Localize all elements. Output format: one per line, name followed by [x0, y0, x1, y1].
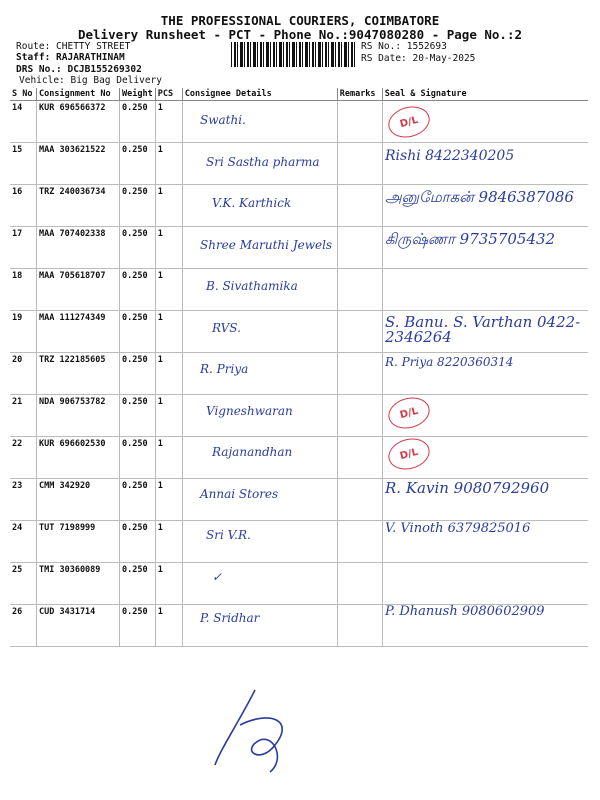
row-consignment-no: TRZ 122185605 [37, 353, 120, 395]
row-pcs: 1 [155, 269, 182, 311]
row-weight: 0.250 [120, 437, 156, 479]
row-sno: 21 [10, 395, 37, 437]
row-consignee-cell [182, 563, 337, 605]
vehicle-label: Vehicle: Big Bag Delivery [19, 75, 162, 86]
row-pcs: 1 [155, 605, 182, 647]
row-remarks-cell [337, 269, 382, 311]
row-consignment-no: CMM 342920 [37, 479, 120, 521]
row-sno: 26 [10, 605, 37, 647]
row-remarks-cell [337, 353, 382, 395]
row-sno: 19 [10, 311, 37, 353]
signature-handwriting: Rishi 8422340205 [385, 147, 515, 164]
row-sno: 14 [10, 101, 37, 143]
col-sno: S No [10, 88, 37, 101]
row-consignment-no: TUT 7198999 [37, 521, 120, 563]
runsheet-subtitle: Delivery Runsheet - PCT - Phone No.:9047080280 - Page No.:2 [77, 27, 522, 42]
row-consignment-no: NDA 906753782 [37, 395, 120, 437]
consignee-handwriting: ✓ [212, 569, 223, 584]
row-weight: 0.250 [120, 395, 156, 437]
signature-handwriting: R. Kavin 9080792960 [385, 478, 550, 497]
row-remarks-cell [337, 311, 382, 353]
col-pcs: PCS [155, 88, 182, 101]
col-weight: Weight [120, 88, 156, 101]
consignee-handwriting: Rajanandhan [212, 445, 293, 459]
row-consignment-no: TMI 30360089 [37, 563, 120, 605]
row-weight: 0.250 [120, 353, 156, 395]
row-consignment-no: KUR 696566372 [37, 101, 120, 143]
consignee-handwriting: Shree Maruthi Jewels [200, 237, 333, 252]
row-remarks-cell [337, 143, 382, 185]
row-weight: 0.250 [120, 185, 156, 227]
col-consignee: Consignee Details [182, 88, 337, 101]
consignee-handwriting: RVS. [212, 320, 241, 335]
rs-date: RS Date: 20-May-2025 [361, 53, 476, 64]
row-sno: 18 [10, 269, 37, 311]
consignee-handwriting: P. Sridhar [200, 611, 260, 625]
row-pcs: 1 [155, 395, 182, 437]
row-pcs: 1 [155, 353, 182, 395]
row-pcs: 1 [155, 185, 182, 227]
row-remarks-cell [337, 479, 382, 521]
row-consignment-no: MAA 707402338 [37, 227, 120, 269]
row-sno: 22 [10, 437, 37, 479]
consignee-handwriting: R. Priya [200, 362, 249, 376]
row-sno: 17 [10, 227, 37, 269]
row-consignment-no: MAA 111274349 [37, 311, 120, 353]
row-sno: 23 [10, 479, 37, 521]
row-remarks-cell [337, 101, 382, 143]
row-remarks-cell [337, 227, 382, 269]
company-title: THE PROFESSIONAL COURIERS, COIMBATORE [160, 13, 440, 28]
consignee-handwriting: Annai Stores [200, 486, 279, 501]
row-weight: 0.250 [120, 605, 156, 647]
col-consignment: Consignment No [37, 88, 120, 101]
consignee-handwriting: Vigneshwaran [206, 403, 293, 418]
row-sno: 24 [10, 521, 37, 563]
row-signature-cell [382, 269, 588, 311]
row-pcs: 1 [155, 143, 182, 185]
row-remarks-cell [337, 521, 382, 563]
table-row [10, 563, 588, 605]
row-weight: 0.250 [120, 479, 156, 521]
delivered-stamp: D/L [385, 434, 433, 474]
row-remarks-cell [337, 563, 382, 605]
signature-scribble [200, 680, 320, 780]
signature-handwriting: S. Banu. S. Varthan 0422-2346264 [385, 312, 581, 347]
signature-handwriting: கிருஷ்ணா 9735705432 [385, 229, 556, 248]
consignee-handwriting: Swathi. [200, 113, 246, 127]
row-pcs: 1 [155, 101, 182, 143]
table-row [10, 269, 588, 311]
table-row [10, 437, 588, 479]
row-pcs: 1 [155, 311, 182, 353]
staff-label: Staff: RAJARATHINAM [16, 52, 125, 63]
row-weight: 0.250 [120, 521, 156, 563]
signature-handwriting: R. Priya 8220360314 [385, 355, 514, 369]
row-pcs: 1 [155, 521, 182, 563]
row-consignment-no: KUR 696602530 [37, 437, 120, 479]
row-pcs: 1 [155, 563, 182, 605]
row-pcs: 1 [155, 479, 182, 521]
delivered-stamp: D/L [385, 102, 433, 142]
col-remarks: Remarks [337, 88, 382, 101]
rs-number: RS No.: 1552693 [361, 41, 447, 52]
table-row [10, 101, 588, 143]
row-pcs: 1 [155, 437, 182, 479]
row-consignment-no: TRZ 240036734 [37, 185, 120, 227]
signature-handwriting: அனுமோகன் 9846387086 [385, 188, 574, 206]
consignee-handwriting: Sri V.R. [206, 528, 251, 542]
row-weight: 0.250 [120, 563, 156, 605]
row-weight: 0.250 [120, 311, 156, 353]
row-sno: 16 [10, 185, 37, 227]
row-sno: 25 [10, 563, 37, 605]
consignee-handwriting: V.K. Karthick [212, 196, 292, 210]
row-weight: 0.250 [120, 269, 156, 311]
row-pcs: 1 [155, 227, 182, 269]
barcode [231, 42, 355, 67]
table-row [10, 395, 588, 437]
row-weight: 0.250 [120, 143, 156, 185]
row-sno: 20 [10, 353, 37, 395]
signature-handwriting: P. Dhanush 9080602909 [385, 604, 545, 619]
row-consignment-no: MAA 303621522 [37, 143, 120, 185]
row-weight: 0.250 [120, 101, 156, 143]
route-label: Route: CHETTY STREET [16, 41, 131, 52]
row-consignee-cell [182, 311, 337, 353]
row-consignment-no: CUD 3431714 [37, 605, 120, 647]
row-remarks-cell [337, 605, 382, 647]
row-remarks-cell [337, 185, 382, 227]
signature-handwriting: V. Vinoth 6379825016 [385, 521, 531, 536]
delivered-stamp: D/L [385, 393, 433, 433]
row-signature-cell [382, 563, 588, 605]
row-weight: 0.250 [120, 227, 156, 269]
drs-label: DRS No.: DCJB155269302 [16, 64, 142, 75]
consignee-handwriting: B. Sivathamika [206, 279, 298, 293]
table-header-row [10, 88, 588, 101]
row-sno: 15 [10, 143, 37, 185]
row-remarks-cell [337, 437, 382, 479]
row-remarks-cell [337, 395, 382, 437]
col-signature: Seal & Signature [382, 88, 588, 101]
consignee-handwriting: Sri Sastha pharma [206, 154, 320, 169]
row-consignment-no: MAA 705618707 [37, 269, 120, 311]
